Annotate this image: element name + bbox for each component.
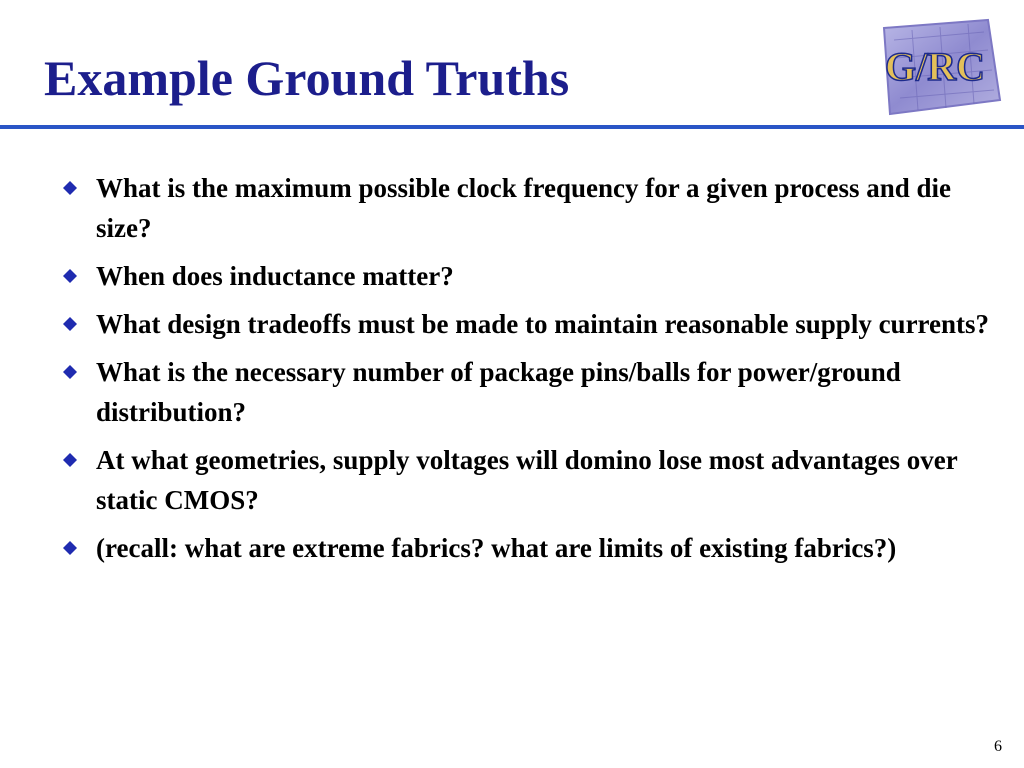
slide-title: Example Ground Truths <box>44 50 570 106</box>
diamond-bullet-icon <box>63 317 77 331</box>
diamond-bullet-icon <box>63 453 77 467</box>
bullet-item <box>60 352 990 432</box>
diamond-bullet-icon <box>63 269 77 283</box>
bullet-text: (recall: what are extreme fabrics? what are limits of existing fabrics?) <box>96 533 897 563</box>
diamond-bullet-icon <box>63 541 77 555</box>
bullet-item <box>60 440 990 520</box>
bullet-list <box>60 168 990 576</box>
bullet-text: What is the maximum possible clock frequency for a given process and die size? <box>96 173 952 243</box>
diamond-bullet-icon <box>63 365 77 379</box>
bullet-item <box>60 168 990 248</box>
bullet-text: When does inductance matter? <box>96 261 454 291</box>
bullet-text: What is the necessary number of package pins/balls for power/ground distribution? <box>96 357 901 427</box>
bullet-item <box>60 528 990 568</box>
page-number: 6 <box>994 738 1002 755</box>
gsrc-logo-icon <box>864 18 1006 116</box>
bullet-item <box>60 304 990 344</box>
bullet-text: At what geometries, supply voltages will domino lose most advantages over static CMOS? <box>96 445 958 515</box>
title-divider <box>0 125 1024 129</box>
logo-text: G/RC <box>885 44 985 89</box>
diamond-bullet-icon <box>63 181 77 195</box>
bullet-text: What design tradeoffs must be made to maintain reasonable supply currents? <box>96 309 990 339</box>
bullet-item <box>60 256 990 296</box>
